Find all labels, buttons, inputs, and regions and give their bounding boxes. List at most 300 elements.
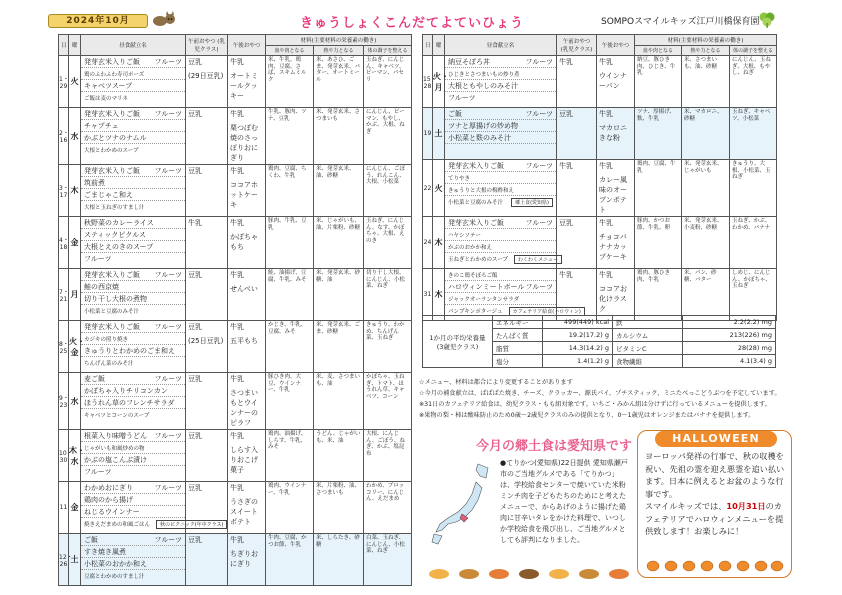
menu-line [81,253,185,265]
menu-item-name: 発芽玄米入りご飯 [84,270,140,279]
menu-line [81,546,185,558]
menu-line [81,217,185,229]
menu-item-name: チャプチェ [84,121,119,130]
cell-date: 1・29 [59,56,69,108]
snack-am-text: 豆乳 [188,432,202,440]
cell-snack-pm [228,373,266,430]
nutrient-label: 鉄 [613,316,683,329]
menu-line [81,120,185,132]
menu-item-name: きゅうりと大根の梅酢和え [448,187,515,194]
menu-item-name: ご飯は麦のマリネ [84,96,128,102]
cell-ingredients-red: 豚肉、かつお節、牛乳、卵 [635,217,682,269]
table-row [59,482,412,534]
nutrient-label: カルシウム [613,329,683,342]
menu-line [81,80,185,92]
menu-line [81,132,185,144]
cell-ingredients-green: 切り干し大根、にんじん、小松菜、ねぎ [364,269,412,321]
cell-snack-am [186,269,228,321]
menu-item-name: 玉ねぎとわかめのスープ [448,257,508,263]
menu-line [81,305,185,317]
menu-line [445,68,556,80]
cell-snack-am [186,534,228,586]
cell-ingredients-green: きゅうり、わかめ、ちんげん菜、玉ねぎ [364,321,412,373]
cell-snack-am [186,217,228,269]
menu-line [81,56,185,68]
menu-item-name: 豆腐とわかめのすまし汁 [84,574,145,580]
table-row [423,108,777,160]
menu-item-name: きゅうりとわかめのごま和え [84,346,175,355]
menu-line [445,172,556,184]
cell-snack-am [557,217,597,269]
cell-ingredients-yellow: 米、発芽玄米、じゃがいも [682,160,730,217]
menu-item-name: かぶの塩こんぶ漬け [84,455,147,464]
menu-item-side: フルーツ [154,483,182,492]
cell-ingredients-red: 鶏肉、豚ひき肉、牛乳 [635,269,682,321]
table-row [423,160,777,217]
cell-ingredients-yellow: 米、発芽玄米、油、砂糖 [314,165,364,217]
menu-item-side: フルーツ [525,109,553,118]
menu-item-name: ひじきとさつまいもの炒り煮 [448,71,520,78]
halloween-lead: スマイルキッズでは、 [645,501,727,511]
cell-ingredients-green: しめじ、にんじん、かぼちゃ、玉ねぎ [730,269,777,321]
snack-pm-food: オートミールクッキー [230,72,258,100]
menu-item-name: 焼きえだまめの和風ごはん [84,522,151,528]
nutrient-label: ビタミンC [613,342,683,355]
menu-item-name: 発芽玄米入りご飯 [84,322,140,331]
col-ingredients: 材料(主要材料の栄養素の働き) [266,35,412,46]
halloween-intro: ヨーロッパ発祥の行事で、秋の収穫を祝い、先祖の霊を迎え悪霊を追い払います。日本に例えるとお盆のような行事です。 [645,451,785,499]
menu-line [445,108,556,120]
menu-line [81,357,185,369]
cell-snack-am [186,56,228,108]
menu-line [81,189,185,201]
nutrition-table [422,315,776,368]
col-ing-red: 血や肉となる [635,46,682,56]
menu-line [445,120,556,132]
note-line: ※果物の梨・柿は酸味防止のため0歳～2歳児クラスのみの提供となり、0～1歳児はオレンジまたはバナナを提供します。 [419,412,755,419]
cell-menu [445,108,557,160]
snack-pm-food: マカロニきな粉 [599,124,627,142]
cell-weekday: 金 [69,217,81,269]
menu-item-name: 発芽玄米入りご飯 [448,161,504,170]
snack-pm-drink: 牛乳 [230,271,244,279]
cell-snack-am [186,165,228,217]
col-snack-am: 午前おやつ (乳児クラス) [557,35,597,56]
note-line: ※31日のカフェテリア給食は、幼児クラス・もも組対象です。いちご・みかん組は分けずに行っているメニューを提供します。 [419,401,771,408]
cell-date: 2・16 [59,108,69,165]
year-month-badge: 2024年10月 [48,14,148,28]
cell-menu [81,165,186,217]
cell-weekday: 火 [433,160,445,217]
menu-item-name: フルーツ [84,255,112,263]
menu-item-name: ツナと厚揚げの炒め物 [448,121,518,130]
snack-pm-food: うさぎのスイートポテト [230,498,258,526]
col-snack-pm: 午後おやつ [228,35,266,56]
cell-weekday: 火 [69,56,81,108]
cell-snack-pm [228,321,266,373]
snack-am-note: (29日豆乳) [188,72,224,80]
cell-date: 12・26 [59,534,69,586]
menu-item-side: フルーツ [154,535,182,544]
cell-ingredients-green: にんじん、玉ねぎ、大根、もやし、ねぎ [730,56,777,108]
cell-date: 19 [423,108,433,160]
cell-snack-am [186,430,228,482]
menu-item-name: 鶏肉のから揚げ [84,495,133,504]
event-tag: 郷土食(愛知県) [511,198,553,207]
menu-item-name: 発芽玄米入りご飯 [84,57,140,66]
nutrient-value: 2.2(2.2) mg [683,316,776,329]
menu-item-side: フルーツ [154,109,182,118]
menu-line [81,108,185,120]
snack-am-text: 豆乳 [188,167,202,175]
col-date: 日 [59,35,69,56]
menu-item-name: ハヤシソテー [448,232,481,239]
snack-am-text: 豆乳 [188,375,202,383]
menu-line [445,241,556,253]
cell-snack-pm [597,56,635,108]
table-row [423,217,777,269]
col-menu: 昼食献立名 [81,35,186,56]
menu-item-side: フルーツ [525,282,553,291]
snack-am-text: 牛乳 [559,162,573,170]
menu-line [81,454,185,466]
cell-weekday: 金 [69,482,81,534]
menu-item-name: 大根とえのきのスープ [84,242,154,251]
snack-pm-drink: 牛乳 [599,271,613,279]
menu-item-name: 小松菜と麩のみそ汁 [448,133,511,142]
snack-am-text: 豆乳 [188,484,202,492]
snack-am-note: (25日豆乳) [188,337,224,345]
cell-ingredients-green: わかめ、ブロッコリー、にんじん、えだまめ [364,482,412,534]
cell-ingredients-yellow: 米、しらたき、砂糖 [314,534,364,586]
cell-weekday: 火・月 [433,56,445,108]
cell-snack-pm [228,482,266,534]
snack-pm-food: 五平もち [230,337,258,345]
snack-pm-food: チョコバナナカップケーキ [599,233,627,261]
menu-line [445,56,556,68]
snack-pm-drink: 牛乳 [230,219,244,227]
menu-line [445,253,556,265]
menu-line [81,177,185,189]
menu-item-side: フルーツ [154,57,182,66]
menu-item-name: わかめおにぎり [84,483,133,492]
snack-am-text: 豆乳 [188,536,202,544]
snack-pm-drink: 牛乳 [230,536,244,544]
table-row [59,165,412,217]
cell-snack-am [186,108,228,165]
japan-map-icon [428,460,496,560]
menu-item-name: ちんげん菜のみそ汁 [84,361,134,367]
cell-snack-pm [597,108,635,160]
cell-ingredients-green: にんじん、ピーマン、もやし、かぶ、大根、ねぎ [364,108,412,165]
cell-ingredients-green: 玉ねぎ、にんじん、なす、かぼちゃ、大根、えのき [364,217,412,269]
cell-ingredients-yellow: 米、発芽玄米、小麦粉、砂糖 [682,217,730,269]
cell-snack-am [557,108,597,160]
col-snack-pm: 午後おやつ [597,35,635,56]
snack-am-text: 牛乳 [188,219,202,227]
snack-pm-drink: 牛乳 [230,167,244,175]
cell-ingredients-green: 玉ねぎ、かぶ、わかめ、バナナ [730,217,777,269]
nutrient-label: 塩分 [493,355,543,368]
note-line: ☆メニュー、材料は都合により変更することがあります [419,379,573,386]
cell-ingredients-red: 鶏肉、ウインナー、牛乳 [266,482,314,534]
snack-am-text: 豆乳 [188,110,202,118]
menu-item-name: 発芽玄米入りご飯 [448,218,504,227]
cell-menu [81,321,186,373]
menu-line [81,494,185,506]
menu-item-name: 鮭の西京焼 [84,282,119,291]
menu-item-name: 根菜入り味噌うどん [84,431,147,440]
menu-item-name: すき焼き風煮 [84,547,126,556]
snack-pm-drink: 牛乳 [230,432,244,440]
cell-date: 9・23 [59,373,69,430]
menu-item-name: 麦ご飯 [84,374,105,383]
menu-item-name: 大根ともやしのみそ汁 [448,81,518,90]
cell-snack-pm [597,217,635,269]
local-food-title: 今月の郷土食は愛知県です [476,439,633,454]
menu-item-name: 発芽玄米入りご飯 [84,109,140,118]
snack-pm-food: しらす入りおこげ菓子 [230,446,258,474]
nutrition-caption-sub: (3歳児クラス) [436,342,479,351]
nutrient-value: 14.3(14.2) g [543,342,613,355]
menu-line [445,229,556,241]
cell-ingredients-yellow: うどん、じゃがいも、米、油 [314,430,364,482]
menu-line [81,466,185,478]
table-row [59,217,412,269]
halloween-title: HALLOWEEN [655,431,777,447]
snack-am-text: 豆乳 [559,110,573,118]
cell-weekday: 月 [69,269,81,321]
cell-ingredients-red: 鶏肉、油揚げ、しらす、牛乳、みそ [266,430,314,482]
menu-line [81,534,185,546]
table-row [59,321,412,373]
table-row [59,108,412,165]
cell-ingredients-red: 鶏肉、豆腐、ちくわ、牛乳 [266,165,314,217]
menu-item-side: フルーツ [154,431,182,440]
menu-line [81,333,185,345]
cell-ingredients-red: 牛乳、豚肉、ツナ、豆乳 [266,108,314,165]
snack-pm-drink: 牛乳 [599,110,613,118]
food-illustrations-icon [425,566,635,580]
menu-item-name: 発芽玄米入りご飯 [84,166,140,175]
cell-ingredients-yellow: 米、あさひ、ごま、発芽玄米、バター、オートミール [314,56,364,108]
menu-item-name: ご飯 [448,109,462,118]
cell-ingredients-red: 鮭、油揚げ、豆腐、牛乳、みそ [266,269,314,321]
cell-menu [81,430,186,482]
menu-line [445,160,556,172]
cell-snack-pm [597,269,635,321]
col-ingredients: 材料(主要材料の栄養素の働き) [635,35,777,46]
nutrient-value: 28(28) mg [683,342,776,355]
cell-ingredients-green: 玉ねぎ、キャベツ、小松菜 [730,108,777,160]
menu-line [445,293,556,305]
cell-weekday: 水 [69,373,81,430]
menu-line [81,570,185,582]
menu-item-name: 大根とわかめのスープ [84,148,139,154]
snack-pm-drink: 牛乳 [599,219,613,227]
snack-am-text: 豆乳 [188,323,202,331]
col-ing-green: 体の調子を整える [364,46,412,56]
snack-pm-food: かぼちゃもち [230,233,258,251]
menu-item-name: 小松菜のおかか和え [84,559,147,568]
menu-item-name: 秋野菜のカレーライス [84,218,154,227]
cell-snack-pm [228,56,266,108]
cell-ingredients-yellow: 米、麦、さつまいも、油 [314,373,364,430]
cell-ingredients-red: 米、牛乳、鶏肉、豆腐、さば、スキムミルク [266,56,314,108]
pumpkin-icon [645,558,785,572]
cell-ingredients-red: 豚肉、牛乳、豆乳 [266,217,314,269]
halloween-text [645,450,785,538]
menu-item-name: 小松菜と豆腐のみそ汁 [448,200,504,206]
menu-item-name: 筑前煮 [84,178,105,187]
cell-snack-am [557,56,597,108]
snack-am-text: 豆乳 [559,219,573,227]
menu-item-side: フルーツ [154,166,182,175]
halloween-tail: のカフェテリアでハロウィンメニューを提供致します！お楽しみに！ [645,501,784,536]
cell-ingredients-yellow: 米、マカロニ、砂糖 [682,108,730,160]
snack-pm-food: さつまいもとウインナーのピラフ [230,389,258,427]
nutrition-caption [423,316,493,368]
menu-line [81,201,185,213]
snack-pm-food: カレー風味のオーブンポテト [599,176,627,214]
menu-item-name: きのこ鶏そぼろご飯 [448,272,498,279]
cell-ingredients-yellow: 米、さつまいも、油、砂糖 [682,56,730,108]
cell-date: 11 [59,482,69,534]
menu-item-name: てりやき [448,175,471,182]
snack-pm-drink: 牛乳 [230,110,244,118]
snack-am-text: 牛乳 [559,58,573,66]
menu-item-name: 納豆そぼろ丼 [448,57,490,66]
menu-line [445,132,556,144]
nutrient-value: 499(449) kcal [543,316,613,329]
cell-ingredients-red: 牛肉、豆腐、かつお節、牛乳 [266,534,314,586]
cell-menu [445,160,557,217]
menu-item-name: スティックピクルス [84,230,146,239]
cell-ingredients-green: 大根、にんじん、ごぼう、ねぎ、かぶ、塩昆布 [364,430,412,482]
cell-date: 10・30 [59,430,69,482]
cell-snack-am [186,373,228,430]
cell-weekday: 木 [433,269,445,321]
cell-menu [81,373,186,430]
school-name: SOMPOスマイルキッズ江戸川橋保育園 [601,17,760,27]
col-weekday: 曜 [69,35,81,56]
nutrient-label: 食物繊維 [613,355,683,368]
menu-line [445,269,556,281]
cell-date: 3・17 [59,165,69,217]
nutrient-value: 1.4(1.2) g [543,355,613,368]
menu-item-name: パンプキンポタージュ [448,309,503,315]
menu-item-name: かぶとツナのナムル [84,133,147,142]
snack-pm-food: ウインナーパン [599,72,627,90]
cell-date: 22 [423,160,433,217]
col-ing-yellow: 熱や力となる [682,46,730,56]
menu-item-name: ご飯 [84,535,98,544]
cell-ingredients-yellow: 米、発芽玄米、さつまいも [314,108,364,165]
menu-line [81,506,185,518]
cell-ingredients-red: ツナ、厚揚げ、麩、牛乳 [635,108,682,160]
cell-date: 8・25 [59,321,69,373]
menu-item-name: かぼちゃ入りチリコンカン [84,386,168,395]
cell-weekday: 土 [433,108,445,160]
menu-line [81,409,185,421]
cell-ingredients-red: かじき、牛乳、豆腐、みそ [266,321,314,373]
cell-ingredients-yellow: 米、じゃがいも、油、片栗粉、砂糖 [314,217,364,269]
event-tag: わくわくメニュー [514,255,562,264]
snack-pm-food: ココアお化けラスク [599,285,627,313]
menu-line [81,373,185,385]
nutrient-value: 213(226) mg [683,329,776,342]
menu-item-name: かぶのおかか和え [448,244,493,251]
menu-line [81,321,185,333]
menu-line [445,196,556,208]
menu-line [445,80,556,92]
snack-am-text: 豆乳 [188,271,202,279]
menu-line [445,184,556,196]
menu-table-left [58,34,412,586]
menu-line [81,442,185,454]
menu-item-name: ごまじゃこ和え [84,190,133,199]
page-header [0,0,842,34]
snack-pm-drink: 牛乳 [599,58,613,66]
cat-icon [150,10,180,28]
cell-menu [81,269,186,321]
table-row [59,373,412,430]
snack-am-text: 豆乳 [188,58,202,66]
clover-logo-icon [756,9,778,29]
cell-weekday: 水 [69,108,81,165]
note-line: ☆今月の補食献立は、ぱぱぱた焼き、チーズ、クラッカー、源氏パイ、プチスティック、ミニたべっこどうぶつを予定しています。 [419,390,781,397]
cell-snack-am [557,160,597,217]
snack-pm-drink: 牛乳 [230,484,244,492]
menu-item-name: キャベツスープ [84,81,133,90]
table-row [59,534,412,586]
col-weekday: 曜 [433,35,445,56]
cell-date: 15・28 [423,56,433,108]
cell-snack-pm [228,534,266,586]
menu-item-name: フルーツ [448,94,476,102]
cell-date: 31 [423,269,433,321]
snack-pm-drink: 牛乳 [230,375,244,383]
cell-date: 24 [423,217,433,269]
menu-line [81,92,185,104]
cell-date: 4・18 [59,217,69,269]
menu-item-side: フルーツ [154,374,182,383]
cell-menu [81,217,186,269]
table-row [59,269,412,321]
menu-item-side: フルーツ [154,270,182,279]
table-row [59,56,412,108]
menu-line [81,241,185,253]
menu-item-name: 鶏のふわふわ寿司ポーズ [84,71,145,78]
col-menu: 昼食献立名 [445,35,557,56]
cell-weekday: 木 [69,165,81,217]
snack-pm-drink: 牛乳 [599,162,613,170]
menu-line [81,144,185,156]
nutrition-caption-main: 1か月の平均栄養量 [429,333,486,342]
cell-snack-pm [228,108,266,165]
menu-item-name: じゃがいも和風炒めの物 [84,445,145,452]
cell-ingredients-yellow: 米、片栗粉、油、さつまいも [314,482,364,534]
event-tag: 秋のピクニック(年中クラス) [156,520,227,529]
menu-line [81,269,185,281]
menu-item-name: 小松菜と豆腐のみそ汁 [84,309,140,315]
nutrient-value: 4.1(3.4) g [683,355,776,368]
col-date: 日 [423,35,433,56]
cell-menu [445,217,557,269]
menu-line [445,217,556,229]
menu-item-side: フルーツ [154,322,182,331]
table-row [423,56,777,108]
